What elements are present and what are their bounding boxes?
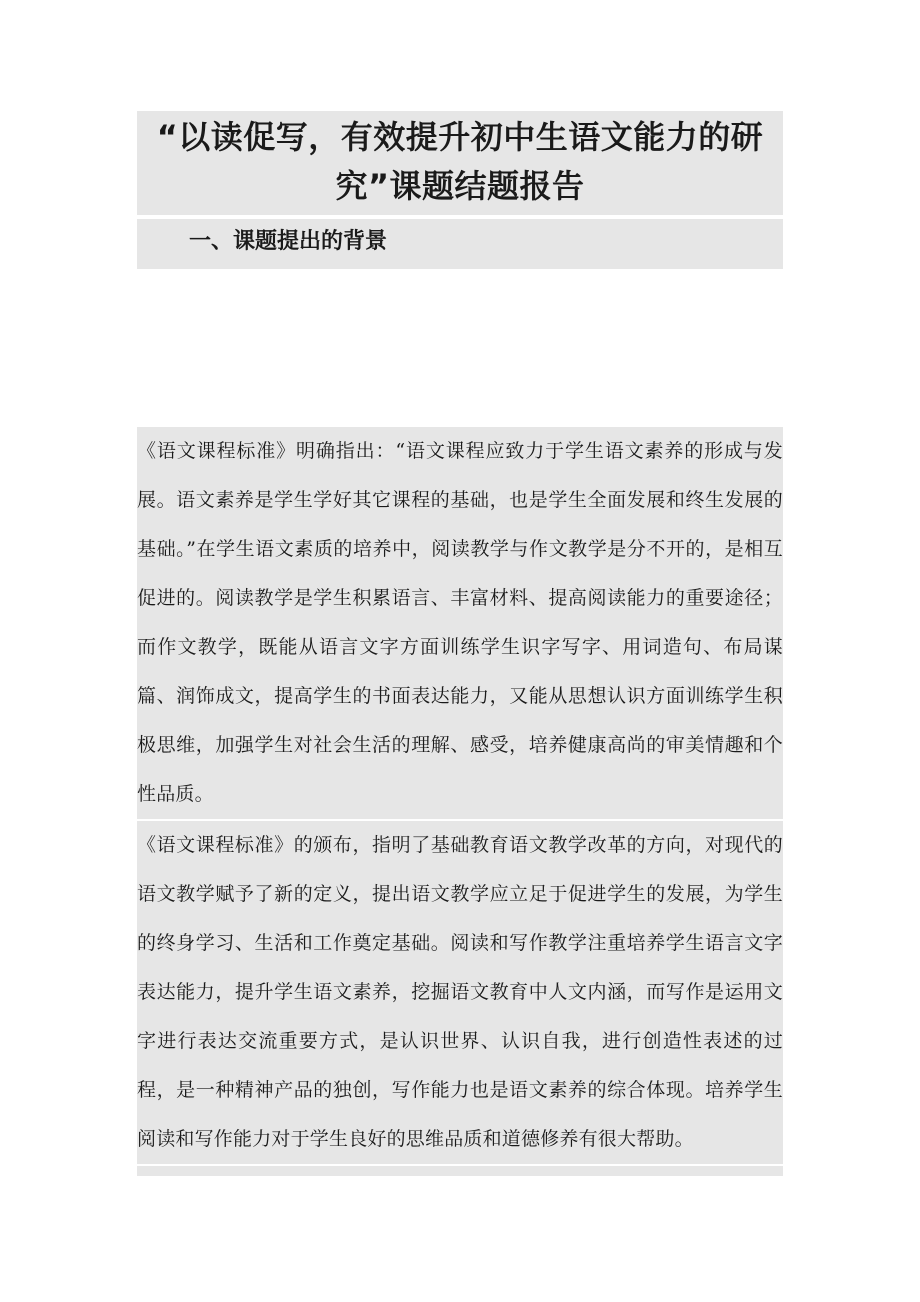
paragraph-bottom-padding <box>137 1166 783 1176</box>
paragraph-2: 《语文课程标准》的颁布，指明了基础教育语文教学改革的方向，对现代的语文教学赋予了新的定义，提出语文教学应立足于促进学生的发展，为学生的终身学习、生活和工作奠定基础。阅读和写作教学注重培养学生语言文字表达能力，提升学生语文素养，挖掘语文教育中人文内涵，而写作是运用文字进行表达交流重要方式，是认识世界、认识自我，进行创造性表述的过程，是一种精神产品的独创，写作能力也是语文素养的综合体现。培养学生阅读和写作能力对于学生良好的思维品质和道德修养有很大帮助。 <box>137 821 783 1164</box>
section-heading: 一、课题提出的背景 <box>137 219 783 269</box>
blank-space <box>137 269 783 427</box>
document-page <box>137 111 783 1176</box>
document-title: “以读促写，有效提升初中生语文能力的研究”课题结题报告 <box>137 111 783 215</box>
paragraph-1: 《语文课程标准》明确指出：“语文课程应致力于学生语文素养的形成与发展。语文素养是学生学好其它课程的基础，也是学生全面发展和终生发展的基础。”在学生语文素质的培养中，阅读教学与作文教学是分不开的，是相互促进的。阅读教学是学生积累语言、丰富材料、提高阅读能力的重要途径；而作文教学，既能从语言文字方面训练学生识字写字、用词造句、布局谋篇、润饰成文，提高学生的书面表达能力，又能从思想认识方面训练学生积极思维，加强学生对社会生活的理解、感受，培养健康高尚的审美情趣和个性品质。 <box>137 427 783 819</box>
